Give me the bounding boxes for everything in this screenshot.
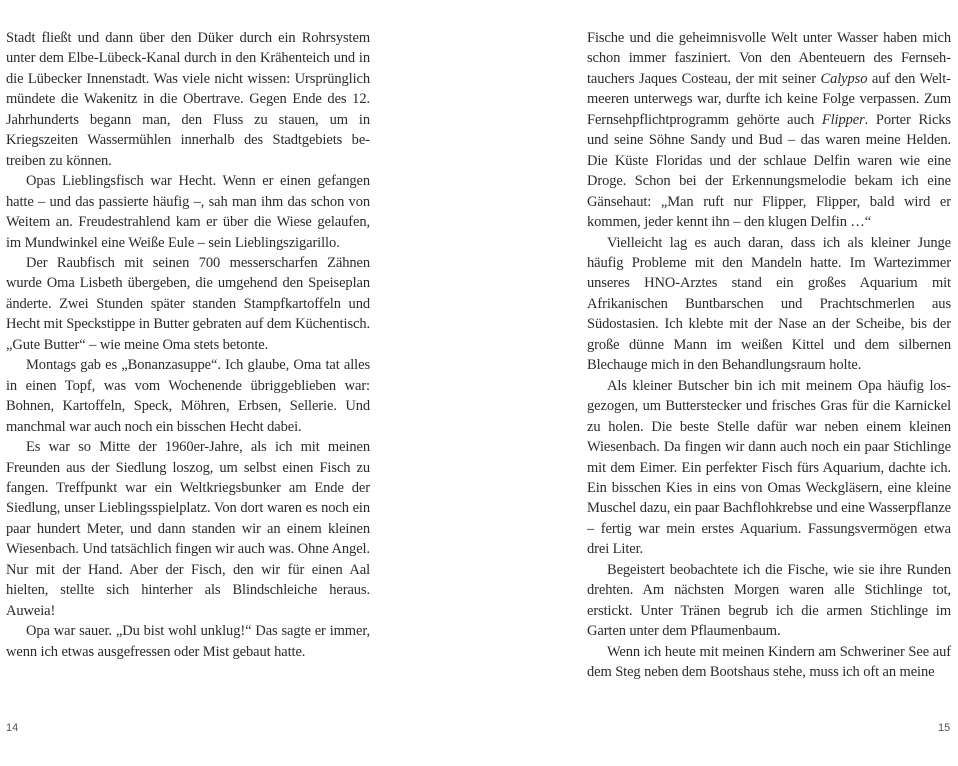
italic-title-flipper: Flipper bbox=[821, 111, 865, 128]
text-run: . Porter Ricks und seine Söhne Sandy und Bud – das waren meine Helden. Die Küste Floridas und der schlaue Delfin waren wie eine Droge. Schon bei der Erkennungsmelodie bekam ich eine Gänsehaut: „Man ruft nur Flipper, Flipper, bald wird er kommen, jeder kennt ihn – den klugen Delfin …“ bbox=[587, 111, 951, 231]
paragraph: Es war so Mitte der 1960er-Jahre, als ich mit meinen Freunden aus der Siedlung loszog, um selbst einen Fisch zu fangen. Treffpunkt war ein Weltkriegsbunker am Ende der Siedlung, unser Lieblingsspielplatz. Von dort waren es noch ein paar hundert Meter, und dann standen wir an einem kleinen Wiesenbach. Und tatsächlich fingen wir auch was. Ohne Angel. Nur mit der Hand. Aber der Fisch, den wir für einen Aal hielten, stellte sich hinterher als Blindschleiche heraus. Auweia! bbox=[6, 439, 370, 619]
paragraph: Vielleicht lag es auch daran, dass ich als kleiner Junge häufig Probleme mit den Mandeln hatte. Im Wartezimmer unseres HNO-Arztes stand ein großes Aquarium mit Afrikanischen Buntbarschen und Prachtschmerlen aus Südostasien. Ich klebte mit der Nase an der Scheibe, bis der große dünne Mann im weißen Kittel und dem silbernen Blechauge mich in den Behandlungsraum holte. bbox=[587, 234, 951, 374]
italic-title-calypso: Calypso bbox=[820, 70, 868, 87]
paragraph: Montags gab es „Bonanzasuppe“. Ich glaube, Oma tat alles in einen Topf, was vom Wochenende übriggeblieben war: Bohnen, Kartoffeln, Speck, Möhren, Erbsen, Sellerie. Und manchmal war auch noch ein bisschen Hecht dabei. bbox=[6, 357, 370, 435]
paragraph: Opa war sauer. „Du bist wohl unklug!“ Das sagte er immer, wenn ich etwas ausgefressen oder Mist gebaut hatte. bbox=[6, 623, 370, 660]
left-page bbox=[6, 28, 370, 662]
page-number: 14 bbox=[6, 722, 19, 734]
paragraph: Begeistert beobachtete ich die Fische, wie sie ihre Runden drehten. Am nächsten Morgen waren alle Stichlinge tot, erstickt. Unter Tränen begrub ich die armen Stichlinge im Garten unter dem Pflaumenbaum. bbox=[587, 561, 951, 640]
paragraph: Opas Lieblingsfisch war Hecht. Wenn er einen gefangen hatte – und das passierte häufig –, sah man ihm das schon von Weitem an. Freudestrahlend kam er über die Wiese gelaufen, im Mundwinkel eine Weiße Eule – sein Lieblingszigarillo. bbox=[6, 173, 370, 251]
text-run: Fische und die geheimnisvolle Welt unter Wasser haben mich schon immer fasziniert. Von den Abenteuern des Fernsehtauchers Jaques Costeau, der mit seiner bbox=[587, 30, 951, 87]
paragraph bbox=[587, 28, 951, 233]
text-run: auf den Weltmeeren unterwegs war, durfte ich keine Folge verpassen. Zum Fernsehpflichtprogramm gehörte auch bbox=[587, 70, 951, 128]
paragraph: Als kleiner Butscher bin ich mit meinem Opa häufig losgezogen, um Butterstecker und frisches Gras für die Karnickel zu holen. Die beste Stelle dafür war neben einem kleinen Wiesenbach. Da fingen wir dann auch noch ein paar Stichlinge mit dem Eimer. Ein perfekter Fisch fürs Aquarium, dachte ich. Ein bisschen Kies in eins von Omas Weckgläsern, eine kleine Muschel dazu, ein paar Bachflohkrebse und eine Wasserpflanze – fertig war mein erstes Aquarium. Fassungsvermögen etwa drei Liter. bbox=[587, 377, 951, 558]
paragraph: Wenn ich heute mit meinen Kindern am Schweriner See auf dem Steg neben dem Bootshaus stehe, muss ich oft an meine bbox=[587, 643, 951, 681]
right-page bbox=[587, 28, 951, 683]
page-number: 15 bbox=[938, 722, 951, 734]
paragraph: Stadt fließt und dann über den Düker durch ein Rohrsystem unter dem Elbe-Lübeck-Kanal durch in den Krähenteich und in die Lübecker Innenstadt. Was viele nicht wissen: Ursprünglich mündete die Wakenitz in die Obertrave. Gegen Ende des 12. Jahrhunderts begann man, den Fluss zu stauen, um in Kriegszeiten Wassermühlen innerhalb des Stadtgebiets betreiben zu können. bbox=[6, 30, 370, 169]
paragraph: Der Raubfisch mit seinen 700 messerscharfen Zähnen wurde Oma Lisbeth übergeben, die umgehend den Speiseplan änderte. Zwei Stunden später standen Stampfkartoffeln und Hecht mit Speckstippe in Butter gebraten auf dem Küchentisch. „Gute Butter“ – wie meine Oma stets betonte. bbox=[6, 254, 370, 353]
